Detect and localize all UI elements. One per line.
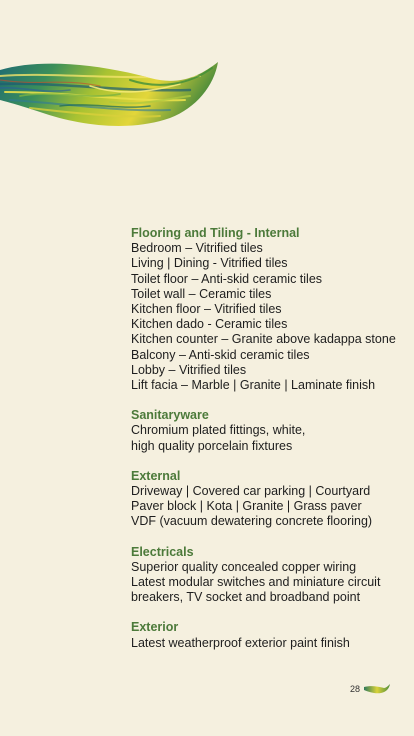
spec-line: Toilet wall – Ceramic tiles bbox=[131, 286, 272, 301]
spec-line: Kitchen counter – Granite above kadappa stone bbox=[131, 332, 396, 347]
section-heading: Sanitaryware bbox=[131, 408, 209, 423]
section-exterior bbox=[131, 620, 403, 650]
page-number: 28 bbox=[350, 684, 361, 694]
section-heading: Electricals bbox=[131, 544, 194, 559]
spec-line: Kitchen floor – Vitrified tiles bbox=[131, 302, 282, 317]
spec-line: Chromium plated fittings, white, bbox=[131, 423, 306, 438]
spec-line: Paver block | Kota | Granite | Grass paver bbox=[131, 499, 362, 514]
spec-line: Latest modular switches and miniature circuit bbox=[131, 575, 381, 590]
spec-line: Driveway | Covered car parking | Courtyard bbox=[131, 484, 371, 499]
section-electricals bbox=[131, 545, 403, 606]
spec-line: Toilet floor – Anti-skid ceramic tiles bbox=[131, 271, 323, 286]
spec-line: Living | Dining - Vitrified tiles bbox=[131, 256, 288, 271]
spec-line: Lobby – Vitrified tiles bbox=[131, 362, 247, 377]
section-external bbox=[131, 469, 403, 530]
spec-line: Bedroom – Vitrified tiles bbox=[131, 241, 263, 256]
spec-line: Balcony – Anti-skid ceramic tiles bbox=[131, 347, 310, 362]
spec-line: Lift facia – Marble | Granite | Laminate finish bbox=[131, 378, 376, 393]
spec-line: Kitchen dado - Ceramic tiles bbox=[131, 317, 288, 332]
section-heading: External bbox=[131, 468, 181, 483]
spec-line: VDF (vacuum dewatering concrete flooring) bbox=[131, 514, 373, 529]
spec-line: Latest weatherproof exterior paint finish bbox=[131, 635, 350, 650]
section-flooring-tiling bbox=[131, 226, 403, 393]
mini-leaf-icon bbox=[364, 684, 390, 694]
page-footer bbox=[350, 682, 390, 696]
specifications-list bbox=[131, 226, 403, 666]
section-heading: Flooring and Tiling - Internal bbox=[131, 226, 300, 240]
section-sanitaryware bbox=[131, 408, 403, 454]
section-heading: Exterior bbox=[131, 620, 179, 635]
spec-line: breakers, TV socket and broadband point bbox=[131, 590, 361, 605]
painted-leaf-icon bbox=[0, 56, 222, 130]
spec-line: Superior quality concealed copper wiring bbox=[131, 559, 357, 574]
spec-line: high quality porcelain fixtures bbox=[131, 438, 293, 453]
